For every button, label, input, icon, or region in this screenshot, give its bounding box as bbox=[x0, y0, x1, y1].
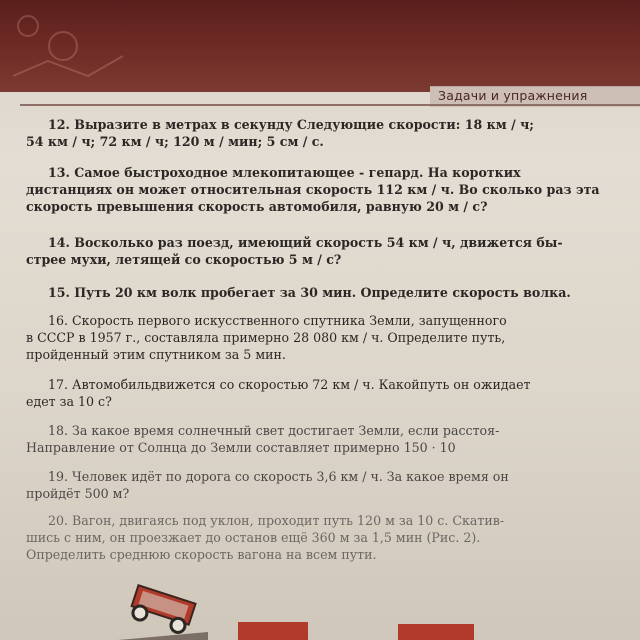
exercise-line: едет за 10 с? bbox=[26, 394, 112, 409]
decorative-pattern-icon bbox=[8, 6, 128, 86]
exercise-line: скорость превышения скорость автомобиля, равную 20 м / с? bbox=[26, 199, 488, 214]
exercise-line: 20. Вагон, двигаясь под уклон, проходит путь 120 м за 10 с. Скатив- bbox=[48, 513, 505, 528]
exercise-line: пройдёт 500 м? bbox=[26, 486, 130, 501]
exercise-20 bbox=[26, 512, 636, 563]
exercise-13 bbox=[26, 164, 636, 215]
exercise-15 bbox=[26, 284, 636, 301]
figure-block-right bbox=[398, 624, 474, 640]
exercise-14 bbox=[26, 234, 636, 268]
exercise-line: Направление от Солнца до Земли составляет примерно 150 · 10 bbox=[26, 440, 456, 455]
exercise-line: 15. Путь 20 км волк пробегает за 30 мин. Определите скорость волка. bbox=[48, 285, 571, 300]
exercise-line: шись с ним, он проезжает до останов ещё 360 м за 1,5 мин (Рис. 2). bbox=[26, 530, 481, 545]
exercise-line: 12. Выразите в метрах в секунду Следующие скорости: 18 км / ч; bbox=[48, 117, 534, 132]
header-divider bbox=[20, 104, 640, 106]
exercise-line: стрее мухи, летящей со скоростью 5 м / с? bbox=[26, 252, 342, 267]
exercise-line: 13. Самое быстроходное млекопитающее - гепард. На коротких bbox=[48, 165, 521, 180]
exercise-line: 17. Автомобильдвижется со скоростью 72 км / ч. Какойпуть он ожидает bbox=[48, 377, 531, 392]
exercise-line: Определить среднюю скорость вагона на всем пути. bbox=[26, 547, 377, 562]
exercise-line: дистанциях он может относительная скорость 112 км / ч. Во сколько раз эта bbox=[26, 182, 600, 197]
page-top-shadow bbox=[0, 0, 640, 92]
exercise-line: 19. Человек идёт по дорога со скорость 3,6 км / ч. За какое время он bbox=[48, 469, 509, 484]
exercise-line: 16. Скорость первого искусственного спутника Земли, запущенного bbox=[48, 313, 507, 328]
exercise-19 bbox=[26, 468, 636, 502]
exercise-line: 54 км / ч; 72 км / ч; 120 м / мин; 5 см / с. bbox=[26, 134, 324, 149]
wagon-figure-icon bbox=[118, 580, 208, 640]
exercise-17 bbox=[26, 376, 636, 410]
section-title: Задачи и упражнения bbox=[438, 88, 588, 103]
exercise-18 bbox=[26, 422, 636, 456]
exercise-line: в СССР в 1957 г., составляла примерно 28 080 км / ч. Определите путь, bbox=[26, 330, 506, 345]
figure-block-left bbox=[238, 622, 308, 640]
exercise-line: 14. Восколько раз поезд, имеющий скорость 54 км / ч, движется бы- bbox=[48, 235, 563, 250]
exercise-12 bbox=[26, 116, 636, 150]
exercise-line: пройденный этим спутником за 5 мин. bbox=[26, 347, 286, 362]
exercise-16 bbox=[26, 312, 636, 363]
exercise-line: 18. За какое время солнечный свет достигает Земли, если расстоя- bbox=[48, 423, 500, 438]
